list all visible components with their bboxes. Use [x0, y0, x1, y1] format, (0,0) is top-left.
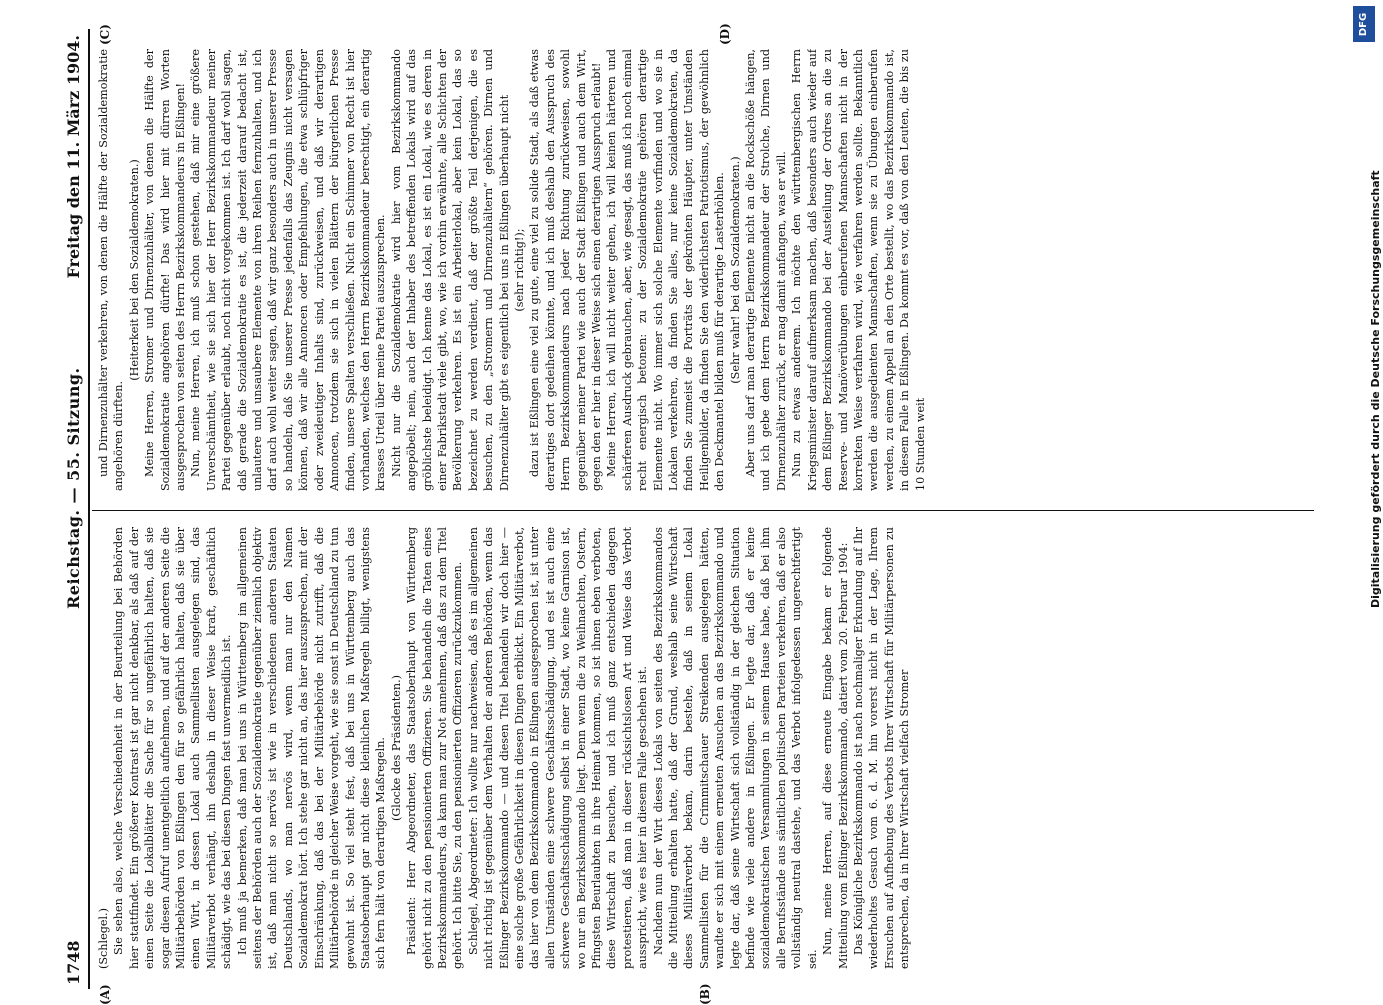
column-divider — [92, 510, 1314, 511]
speaker-label: (Schlegel.) — [96, 527, 111, 969]
paragraph: Meine Herren, Stromer und Dirnenzuhälter, von denen die Hälfte der Sozialdemokratie angehören dürfte! Das wird hier mit dürren Worten ausgesprochen von seiten des Herrn Bezirkskommandeurs in Eßlingen! — [142, 49, 188, 491]
left-column — [96, 527, 1311, 969]
page-number: 1748 — [64, 940, 83, 985]
paragraph: Nun zu etwas anderem. Ich möchte den württembergischen Herrn Kriegsminister darauf aufmerksam machen, daß besonders auch wieder auf dem Eßlinger Bezirkskommando bei der Austeilung der Ordres an die zu Reserve- und Manöverübungen einberufenen Mannschaften nicht in der korrekten Weise verfahren wird, wie verfahren werden sollte. Bekanntlich werden die ausgedienten Mannschaften, wenn sie zu Übungen einberufen werden, zu einem Appell an den Orte bestellt, wo das Bezirkskommando ist, in diesem Falle in Eßlingen. Da kommt es vor, daß von den Leuten, die bis zu 10 Stunden weit — [789, 49, 928, 491]
dfg-logo — [1353, 6, 1375, 42]
paragraph: Das Königliche Bezirkskommando ist nach nochmaliger Erkundung auf Ihr wiederholtes Gesuch vom 6. d. M. hin vorerst nicht in der Lage, Ihrem Ersuchen auf Aufhebung des Verbots Ihrer Wirtschaft für Militärpersonen zu entsprechen, da in Ihrer Wirtschaft vielfach Stromer — [851, 527, 913, 969]
paragraph: dazu ist Eßlingen eine viel zu gute, eine viel zu solide Stadt, als daß etwas derartiges dort gedeihen könnte, und ich muß deshalb den Ausspruch des Herrn Bezirkskommandeurs nach jeder Richtung zurückweisen, sowohl gegenüber meiner Partei wie auch der Stadt Eßlingen und auch dem Wirt, gegen den er hier in dieser Weise sich einen derartigen Ausspruch erlaubt! — [527, 49, 604, 491]
paragraph: Präsident: Herr Abgeordneter, das Staatsoberhaupt von Württemberg gehört nicht zu den pensionierten Offizieren. Sie behandeln die Taten eines Bezirkskommandeurs, da kann man zur Not annehmen, daß das zu dem Titel gehört. Ich bitte Sie, zu den pensionierten Offizieren zurückzukommen. — [404, 527, 466, 969]
paragraph: Schlegel, Abgeordneter: Ich wollte nur nachweisen, daß es im allgemeinen nicht richtig ist gegenüber dem Verhalten der anderen Behörden, wenn das Eßlinger Bezirkskommando — und diesen Titel behandeln wir doch hier — eine solche große Gefährlichkeit in diesen Dingen erblickt. Ein Militärverbot, das hier von dem Bezirkskommando in Eßlingen ausgesprochen ist, ist unter allen Umständen eine schwere Geschäftsschädigung, und es ist auch eine schwere Geschäftsschädigung selbst in einer Stadt, wo keine Garnison ist, wo nur ein Bezirkskommando liegt. Denn wenn die zu Weihnachten, Ostern, Pfingsten Beurlaubten in ihre Heimat kommen, so ist ihnen eben verboten, diese Wirtschaft zu besuchen, und ich muß ganz entschieden dagegen protestieren, daß man in dieser rücksichtslosen Art und Weise das Verbot ausspricht, wie es hier in diesem Falle geschehen ist. — [466, 527, 651, 969]
digitization-sidebar — [1349, 6, 1375, 994]
session-date: Freitag den 11. März 1904. — [64, 35, 83, 279]
stage-direction: (Glocke des Präsidenten.) — [389, 527, 404, 969]
paragraph: Meine Herren, ich will nicht weiter gehen, ich will keinen härteren und schärferen Ausdruck gebrauchen, aber, wie gesagt, das muß ich noch einmal recht energisch betonen: zu der Sozialdemokratie gehören derartige Elemente nicht. Wo immer sich solche Elemente vorfinden und wo sie in Lokalen verkehren, da finden Sie alles, nur keine Sozialdemokraten, da finden Sie zumeist die Porträts der gekrönten Häupter, unter Umständen Heiligenbilder, da finden Sie den widerlichsten Patriotismus, der gewöhnlich den Deckmantel bilden muß für derartige Lasterhöhlen. — [604, 49, 727, 491]
document-page — [58, 29, 1318, 989]
paragraph: Ich muß ja bemerken, daß man bei uns in Württemberg im allgemeinen seitens der Behörden auch der Sozialdemokratie gegenüber ziemlich objektiv ist, daß man nicht so nervös ist wie in verschiedenen anderen Staaten Deutschlands, wo man nervös wird, wenn man nur den Namen Sozialdemokrat hört. Ich stehe gar nicht an, das hier auszusprechen, mit der Einschränkung, daß das bei der Militärbehörde nicht zutrifft, daß die Militärbehörde in gleicher Weise vorgeht, wie sie sonst in Deutschland zu tun gewohnt ist. So viel steht fest, daß bei uns in Württemberg auch das Staatsoberhaupt gar nicht diese kleinlichen Maßregeln billigt, wenigstens sich fern hält von derartigen Maßregeln. — [235, 527, 389, 969]
paragraph: Nachdem nun der Wirt dieses Lokals von seiten des Bezirkskommandos die Mitteilung erhalten hatte, daß der Grund, weshalb seine Wirtschaft dieses Militärverbot bekam, darin bestehe, daß in seinem Lokal Sammellisten für die Crimmitschauer Streikenden ausgelegen hätten, wandte er sich mit einem erneuten Ansuchen an das Bezirkskommando und legte dar, daß seine Wirtschaft sich vollständig in der gleichen Situation befinde wie viele andere in Eßlingen. Er legte dar, daß er keine sozialdemokratischen Versammlungen in seinem Hause habe, daß bei ihm alle Berufsstände aus sämtlichen politischen Parteien verkehren, daß er also vollständig neutral dastehe, und das Verbot infolgedessen ungerechtfertigt sei. — [651, 527, 820, 969]
paragraph: Sie sehen also, welche Verschiedenheit in der Beurteilung bei Behörden hier stattfindet. Ein größerer Kontrast ist gar nicht denkbar, als daß auf der einen Seite die Lokalblätter die Sache für so ungefährlich halten, daß sie sogar diesen Aufruf unentgeltlich aufnehmen, und auf der anderen Seite die Militärbehörden von Eßlingen den für so gefährlich halten, daß sie über einen Wirt, in dessen Lokal auch Sammellisten ausgelegen sind, das Militärverbot verhängt, ihn deshalb in dieser Weise kraft, geschäftlich schädigt, wie das bei diesen Dingen fast unvermeidlich ist. — [111, 527, 234, 969]
dfg-logo-text: DFG — [1359, 12, 1370, 35]
page-header — [58, 29, 90, 989]
paragraph: Nun, meine Herren, ich muß schon gestehen, daß mir eine größere Unverschämtheit, wie sie sich hier der Herr Bezirkskommandeur meiner Partei gegenüber erlaubt, noch nicht vorgekommen ist. Ich darf wohl sagen, daß gerade die Sozialdemokratie es ist, die jederzeit darauf bedacht ist, unlautere und unsaubere Elemente von ihren Reihen fernzuhalten, und ich darf auch wohl weiter sagen, daß wir ganz besonders auch in unserer Presse so handeln, daß Sie unserer Presse jedenfalls das Zeugnis nicht versagen können, daß wir alle Annoncen oder Empfehlungen, die etwa schlüpfriger oder zweideutiger Inhalts sind, zurückweisen, und daß wir derartigen Annoncen, trotzdem sie sich in vielen Blättern der bürgerlichen Presse finden, unsere Spalten verschließen. Nicht ein Schimmer von Recht ist hier vorhanden, welches den Herrn Bezirkskommandeur berechtigt, ein derartig krasses Urteil über meine Partei auszusprechen. — [188, 49, 388, 491]
margin-marker-c: (C) — [98, 24, 112, 45]
stage-direction: (sehr richtig!); — [512, 49, 527, 491]
stage-direction: (Sehr wahr! bei den Sozialdemokraten.) — [728, 49, 743, 491]
margin-marker-b: (B) — [698, 984, 712, 1005]
right-column — [96, 49, 1311, 491]
funding-note — [1355, 48, 1373, 948]
paragraph: Nicht nur die Sozialdemokratie wird hier vom Bezirkskommando angepöbelt; nein, auch der Inhaber des betreffenden Lokals wird auf das gröblichste beleidigt. Ich kenne das Lokal, es ist ein Lokal, wie es deren in einer Fabrikstadt viele gibt, wo, wie ich vorhin erwähnte, alle Schichten der Bevölkerung verkehren. Es ist ein Arbeiterlokal, aber kein Lokal, das so bezeichnet zu werden verdient, daß der größte Teil derjenigen, die es besuchen, zu den „Stromern und Dirnenzuhältern“ gehören. Dirnen und Dirnenzuhälter gibt es eigentlich bei uns in Eßlingen überhaupt nicht — [389, 49, 512, 491]
paragraph: Aber uns darf man derartige Elemente nicht an die Rockschöße hängen, und ich gebe dem Herrn Bezirkskommandeur der Strolche, Dirnen und Dirnenzuhälter zurück, er mag damit anfangen, was er will. — [743, 49, 789, 491]
stage-direction: (Heiterkeit bei den Sozialdemokraten.) — [127, 49, 142, 491]
margin-marker-d: (D) — [718, 23, 732, 45]
page-wrap — [58, 4, 1348, 994]
funding-note-text: Digitalisierung gefördert durch die Deutsche Forschungsgemeinschaft — [1369, 170, 1382, 608]
session-title: Reichstag. — 55. Sitzung. — [64, 367, 83, 609]
paragraph: Nun, meine Herren, auf diese erneute Eingabe bekam er folgende Mitteilung vom Eßlinger Bezirkskommando, datiert vom 20. Februar 1904: — [820, 527, 851, 969]
paragraph: und Dirnenzuhälter verkehren, von denen die Hälfte der Sozialdemokratie angehören dürften. — [96, 49, 127, 491]
margin-marker-a: (A) — [98, 984, 112, 1005]
